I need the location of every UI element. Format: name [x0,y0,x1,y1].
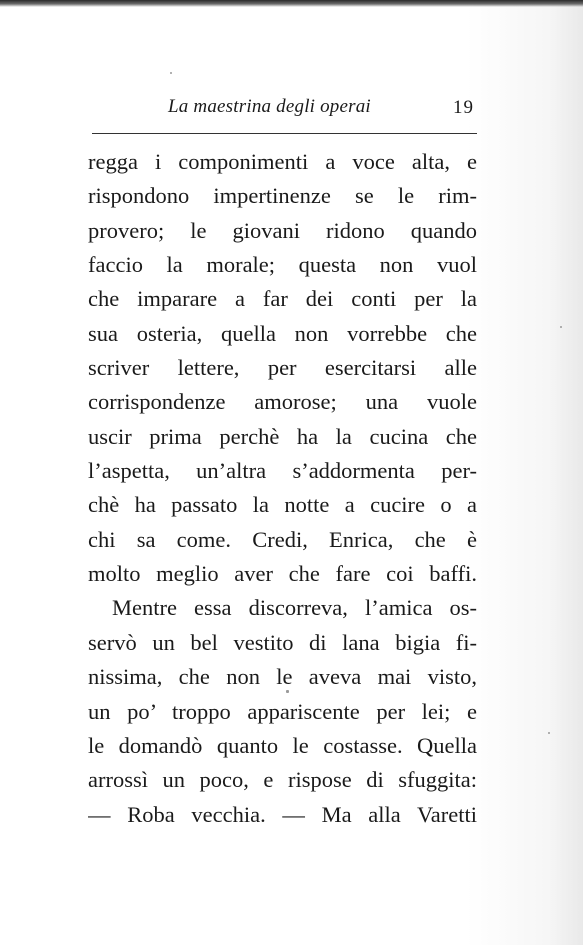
text-line: — Roba vecchia. — Ma alla Varetti [88,801,477,827]
text-line: uscir prima perchè ha la cucina che [88,423,477,449]
text-line: faccio la morale; questa non vuol [88,252,477,278]
paper-speck [286,690,289,693]
paper-speck [560,326,562,328]
header-rule [92,133,477,134]
page-number: 19 [453,97,474,118]
page-header [88,96,484,126]
text-line: arrossì un poco, e rispose di sfuggita: [88,767,477,793]
text-line: corrispondenze amorose; una vuole [88,389,477,415]
text-line: servò un bel vestito di lana bigia fi- [88,629,477,655]
text-line: chi sa come. Credi, Enrica, che è [88,526,477,552]
text-line: l’aspetta, un’altra s’addormenta per- [88,458,477,484]
text-line: chè ha passato la notte a cucire o a [88,492,477,518]
text-line: un po’ troppo appariscente per lei; e [88,698,477,724]
text-line: che imparare a far dei conti per la [88,286,477,312]
paper-speck [170,72,172,74]
text-line: regga i componimenti a voce alta, e [88,149,477,174]
text-line: provero; le giovani ridono quando [88,217,477,243]
text-line: sua osteria, quella non vorrebbe che [88,320,477,346]
text-line: scriver lettere, per esercitarsi alle [88,355,477,381]
running-title: La maestrina degli operai [168,96,371,117]
text-line-paragraph-start: Mentre essa discorreva, l’amica os- [112,595,477,621]
page-top-edge [0,0,583,7]
body-text [88,145,477,832]
text-line: nissima, che non le aveva mai visto, [88,664,477,690]
text-line: rispondono impertinenze se le rim- [88,183,477,209]
text-line: molto meglio aver che fare coi baffi. [88,561,477,587]
text-line: le domandò quanto le costasse. Quella [88,732,477,758]
paper-speck [548,732,550,734]
